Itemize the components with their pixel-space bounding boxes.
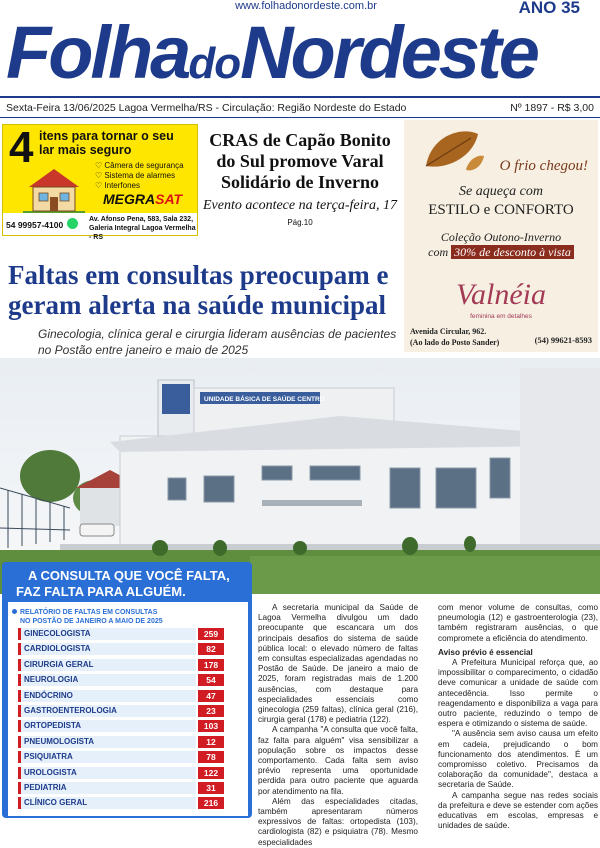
row-value: 78 <box>198 751 224 763</box>
ad-line: Se aqueça com <box>459 184 543 199</box>
row-value: 216 <box>198 797 224 809</box>
logo-nordeste: Nordeste <box>240 11 537 94</box>
info-card-title: RELATÓRIO DE FALTAS EM CONSULTAS NO POSTÃO DE JANEIRO A MAIO DE 2025 <box>20 609 163 625</box>
absence-row <box>18 643 224 655</box>
info-card <box>8 602 248 816</box>
row-marker <box>18 751 21 763</box>
row-label: NEUROLOGIA <box>24 675 79 685</box>
ad-address: Av. Afonso Pena, 583, Sala 232, Galeria Integral Lagoa Vermelha - RS <box>89 216 196 241</box>
info-header-2: FAZ FALTA PARA ALGUÉM. <box>16 584 186 599</box>
autumn-leaf-icon <box>416 126 486 176</box>
ad-phone[interactable]: (54) 99621-8593 <box>534 335 592 345</box>
row-value: 54 <box>198 674 224 686</box>
row-marker <box>18 736 21 748</box>
absence-row <box>18 751 224 763</box>
absence-infographic <box>2 562 252 818</box>
row-label: GINECOLOGISTA <box>24 629 91 638</box>
building-illustration <box>0 358 600 594</box>
row-label: GASTROENTEROLOGIA <box>24 706 117 715</box>
row-label: ENDÓCRINO <box>24 690 73 700</box>
teaser-subtitle: Evento acontece na terça-feira, 17 <box>203 198 397 213</box>
row-marker <box>18 690 21 702</box>
issue-price: Nº 1897 - R$ 3,00 <box>510 102 594 114</box>
row-value: 23 <box>198 705 224 717</box>
paragraph: A Prefeitura Municipal reforça que, ao impossibilitar o comparecimento, o cidadão deve comunicar a unidade de saúde com antecedência. Isso permite o reagendamento e disponibiliza a vaga para outro paciente, reduzindo o tempo de espera e otimizando o sistema de saúde. <box>438 658 598 729</box>
health-center-photo <box>0 358 600 594</box>
paragraph: A secretaria municipal da Saúde de Lagoa Vermelha divulgou um dado preocupante que escancara um dos principais desafios do sistema de saúde pública local: o elevado número de faltas em consultas especializadas agendadas no Postão de Saúde. De janeiro a maio de 2025, foram registradas mais de 1.200 ausências, com destaque para especialidades essenciais como ginecologia (259 faltas), clínica geral (216), cirurgia geral (178) e pediatria (122). <box>258 603 418 725</box>
absence-row <box>18 736 224 748</box>
row-label: ORTOPEDISTA <box>24 721 82 731</box>
row-value: 103 <box>198 720 224 732</box>
row-value: 12 <box>198 736 224 748</box>
absence-row <box>18 659 224 671</box>
paragraph: Além das especialidades citadas, também apresentaram números expressivos de faltas: ortopedista (103), cardiologista (82) e psiquiatra (78). Mesmo especialidades <box>258 796 418 847</box>
row-marker <box>18 628 21 640</box>
absence-row <box>18 705 224 717</box>
teaser-page: Pág.10 <box>287 218 313 227</box>
ad-item: ♡ Câmera de segurança <box>95 161 184 170</box>
photo-sign-text: UNIDADE BÁSICA DE SAÚDE CENTRO <box>204 396 325 403</box>
main-dek: Ginecologia, clínica geral e cirurgia lideram ausências de pacientes no Postão entre janeiro e maio de 2025 <box>38 327 397 357</box>
row-value: 31 <box>198 782 224 794</box>
dateline: Sexta-Feira 13/06/2025 Lagoa Vermelha/RS - Circulação: Região Nordeste do Estado <box>6 102 407 114</box>
row-label: CARDIOLOGISTA <box>24 644 91 654</box>
whatsapp-icon <box>67 218 78 229</box>
row-marker <box>18 643 21 655</box>
row-value: 259 <box>198 628 224 640</box>
row-label: PSIQUIATRA <box>24 752 73 762</box>
house-icon <box>23 165 85 215</box>
row-value: 47 <box>198 690 224 702</box>
row-value: 178 <box>198 659 224 671</box>
row-marker <box>18 674 21 686</box>
row-value: 122 <box>198 767 224 779</box>
main-headline[interactable]: Faltas em consultas preocupam e geram alerta na saúde municipal <box>8 260 389 320</box>
teaser-title[interactable]: CRAS de Capão Bonito do Sul promove Varal Solidário de Inverno <box>209 130 391 192</box>
bullet-icon <box>12 609 17 614</box>
row-marker <box>18 720 21 732</box>
row-marker <box>18 767 21 779</box>
ad-line: Coleção Outono-Inverno <box>440 230 562 244</box>
absence-row <box>18 797 224 809</box>
row-label: CIRURGIA GERAL <box>24 659 94 669</box>
absence-row <box>18 767 224 779</box>
paragraph: "A ausência sem aviso causa um efeito em cadeia, prejudicando o bom funcionamento dos atendimentos. É um compromisso coletivo. Precisamos da colaboração da comunidade", destaca a secretaria de Saúde. <box>438 729 598 790</box>
ad-item: ♡ Interfones <box>95 181 140 190</box>
paragraph: A campanha "A consulta que você falta, faz falta para alguém" visa sensibilizar a população sobre os impactos desse comportamento. Cada falta sem aviso prévio representa uma oportunidade perdida para outro paciente que aguarda por atendimento na fila. <box>258 725 418 796</box>
ad-phone[interactable]: 54 99957-4100 <box>6 220 64 230</box>
article-subhead: Aviso prévio é essencial <box>438 647 533 657</box>
site-url[interactable]: www.folhadonordeste.com.br <box>235 0 377 12</box>
ad-address: Avenida Circular, 962. (Ao lado do Posto Sander) <box>410 327 500 347</box>
logo-folha: Folha <box>6 11 189 94</box>
ad-headline: O frio chegou! <box>499 158 588 174</box>
article-col-2 <box>438 603 598 831</box>
row-marker <box>18 797 21 809</box>
row-marker <box>18 705 21 717</box>
dateline-bar <box>0 96 600 118</box>
ad-footer <box>3 213 197 241</box>
ad-discount: com 30% de desconto à vista <box>404 245 598 260</box>
valneia-logo: Valnéia <box>456 278 546 311</box>
ad-item: ♡ Sistema de alarmes <box>95 171 176 180</box>
row-marker <box>18 659 21 671</box>
info-header-1: A CONSULTA QUE VOCÊ FALTA, <box>28 568 230 583</box>
teaser-story[interactable] <box>200 130 400 227</box>
paragraph: com menor volume de consultas, como pneumologia (12) e gastroenterologia (23), também registraram ausências, o que compromete a eficiência do atendimento. <box>438 603 598 643</box>
row-label: PNEUMOLOGISTA <box>24 736 95 746</box>
absence-row <box>18 628 224 640</box>
ad-number: 4 <box>9 123 34 172</box>
paragraph: A campanha segue nas redes sociais da prefeitura e deve se estender com ações educativas em escolas, empresas e unidades de saúde. <box>438 790 598 831</box>
row-label: PEDIATRIA <box>24 783 67 792</box>
absence-row <box>18 690 224 702</box>
ad-title: itens para tornar o seu lar mais seguro <box>39 129 174 157</box>
logo-do: do <box>188 39 241 88</box>
row-label: UROLOGISTA <box>24 767 77 777</box>
absence-row <box>18 674 224 686</box>
valneia-tagline: feminina em detalhes <box>470 313 532 320</box>
megrasat-logo: MEGRASAT <box>103 191 183 207</box>
valneia-ad[interactable] <box>404 120 598 352</box>
megrasat-ad[interactable] <box>2 123 198 241</box>
newspaper-logo <box>6 10 596 96</box>
row-marker <box>18 782 21 794</box>
ad-line: ESTILO e CONFORTO <box>428 202 574 218</box>
ad-items <box>95 161 184 191</box>
article-col-1 <box>258 603 418 848</box>
absence-row <box>18 782 224 794</box>
absence-row <box>18 720 224 732</box>
row-value: 82 <box>198 643 224 655</box>
row-label: CLÍNICO GERAL <box>24 798 88 808</box>
edition-year: ANO 35 <box>518 0 580 17</box>
